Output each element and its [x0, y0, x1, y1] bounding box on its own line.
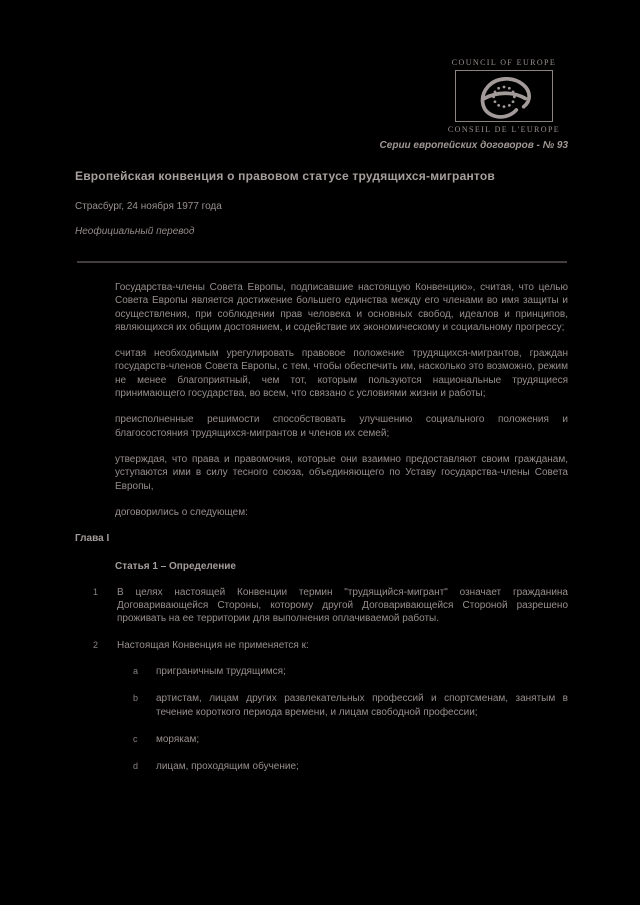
translation-note: Неофициальный перевод	[75, 226, 195, 237]
sub-item-letter: b	[133, 693, 139, 704]
item-text: Настоящая Конвенция не применяется к:	[117, 639, 309, 651]
horizontal-divider	[77, 261, 567, 263]
preamble-paragraph: Государства-члены Совета Европы, подписавшие настоящую Конвенцию», считая, что целью Совета Европы является достижение большего единства между его членами во имя защиты и осуществления, при соблюдении прав человека и основных свобод, идеалов и принципов, являющихся их общим достоянием, и содействие их экономическому и социальному прогрессу;	[115, 282, 568, 333]
item-number: 2	[93, 639, 99, 650]
sub-item-letter: a	[133, 665, 139, 676]
article-sub-item	[133, 665, 568, 678]
place-date-line: Страсбург, 24 ноября 1977 года	[75, 201, 222, 212]
council-of-europe-logo	[438, 58, 570, 134]
treaty-series-label: Серии европейских договоров - № 93	[379, 140, 568, 151]
logo-bottom-caption: CONSEIL DE L'EUROPE	[447, 125, 561, 134]
chapter-heading: Глава I	[75, 533, 110, 545]
document-body	[0, 281, 640, 787]
sub-item-text: лицам, проходящим обучение;	[156, 761, 299, 773]
article-sub-item	[133, 692, 568, 719]
sub-item-letter: c	[133, 733, 138, 744]
document-title: Европейская конвенция о правовом статусе трудящихся-мигрантов	[75, 169, 495, 183]
article-item	[93, 639, 568, 652]
council-of-europe-emblem-icon	[455, 70, 553, 122]
article-heading: Статья 1 – Определение	[115, 561, 236, 573]
article-sub-item	[133, 733, 568, 746]
sub-item-letter: d	[133, 761, 139, 772]
logo-top-caption: COUNCIL OF EUROPE	[451, 58, 557, 67]
article-item	[93, 586, 568, 626]
item-number: 1	[93, 586, 99, 597]
preamble-paragraph: считая необходимым урегулировать правовое положение трудящихся-мигрантов, граждан государств-членов Совета Европы, с тем, чтобы обеспечить им, насколько это возможно, режим не менее благоприятный, чем тот, которым пользуются национальные трудящиеся принимающего государства, во всем, что связано с условиями жизни и работы;	[115, 348, 568, 400]
preamble-paragraph: утверждая, что права и правомочия, которые они взаимно предоставляют своим гражданам, уступаются ими в силу тесного союза, объединяющего по Уставу государства-члены Совета Европы,	[115, 453, 568, 492]
article-sub-item	[133, 760, 568, 773]
item-text: В целях настоящей Конвенции термин "трудящийся-мигрант" означает гражданина Договаривающейся Стороны, которому другой Договаривающейся Стороной разрешено проживать на ее территории для выполнения оплачиваемой работы.	[117, 586, 568, 625]
sub-item-text: морякам;	[156, 733, 200, 745]
sub-item-text: артистам, лицам других развлекательных профессий и спортсменам, занятым в течение короткого периода времени, и лицам свободной профессии;	[156, 693, 568, 718]
agreement-line: договорились о следующем:	[115, 506, 248, 518]
sub-item-text: приграничным трудящимся;	[156, 665, 286, 677]
preamble-paragraph: преисполненные решимости способствовать улучшению социального положения и благосостояния трудящихся-мигрантов и членов их семей;	[115, 414, 568, 439]
